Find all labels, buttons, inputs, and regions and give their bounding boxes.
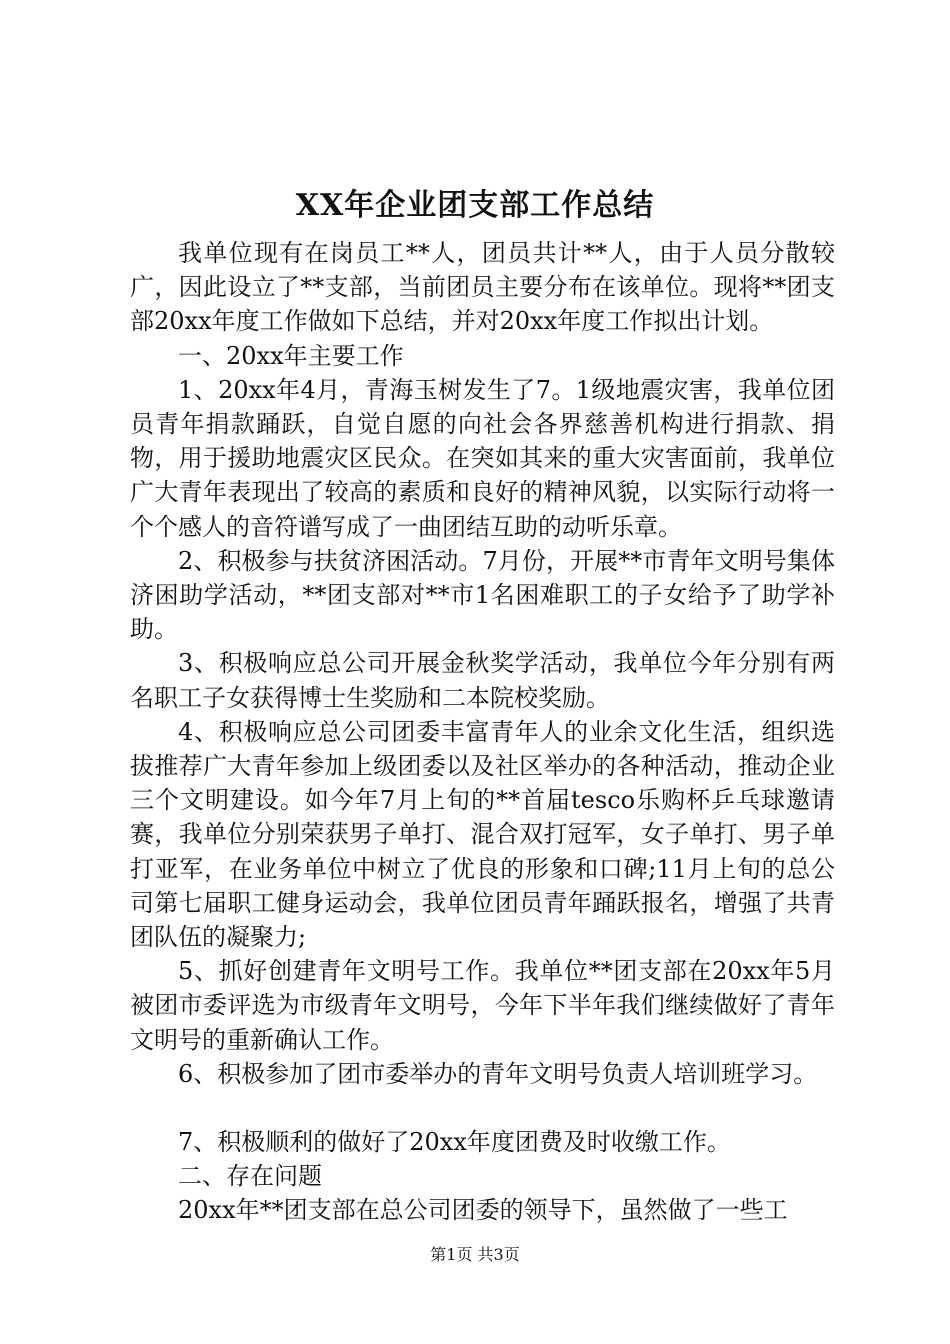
intro-paragraph: 我单位现有在岗员工**人，团员共计**人，由于人员分散较广，因此设立了**支部，当前团员主要分布在该单位。现将**团支部20xx年度工作做如下总结，并对20xx年度工作拟出计划。 (130, 239, 835, 336)
work-item-3: 3、积极响应总公司开展金秋奖学活动，我单位今年分别有两名职工子女获得博士生奖励和二本院校奖励。 (130, 649, 835, 712)
document-body (130, 236, 835, 1228)
problems-paragraph: 20xx年**团支部在总公司团委的领导下，虽然做了一些工 (178, 1196, 788, 1225)
section-heading-main-work: 一、20xx年主要工作 (178, 341, 404, 370)
document-title: XX年企业团支部工作总结 (295, 188, 655, 223)
work-item-7: 7、积极顺利的做好了20xx年度团费及时收缴工作。 (178, 1128, 731, 1157)
work-item-1: 1、20xx年4月，青海玉树发生了7。1级地震灾害，我单位团员青年捐款踊跃，自觉自愿的向社会各界慈善机构进行捐款、捐物，用于援助地震灾区民众。在突如其来的重大灾害面前，我单位广大青年表现出了较高的素质和良好的精神风貌，以实际行动将一个个感人的音符谱写成了一曲团结互助的动听乐章。 (130, 375, 835, 541)
page-footer: 第1页 共3页 (430, 1245, 520, 1264)
section-heading-problems: 二、存在问题 (178, 1162, 322, 1191)
work-item-5: 5、抓好创建青年文明号工作。我单位**团支部在20xx年5月被团市委评选为市级青年文明号，今年下半年我们继续做好了青年文明号的重新确认工作。 (130, 957, 835, 1054)
work-item-2: 2、积极参与扶贫济困活动。7月份，开展**市青年文明号集体济困助学活动，**团支部对**市1名困难职工的子女给予了助学补助。 (130, 546, 835, 644)
work-item-6: 6、积极参加了团市委举办的青年文明号负责人培训班学习。 (178, 1059, 818, 1088)
work-item-4: 4、积极响应总公司团委丰富青年人的业余文化生活，组织选拔推荐广大青年参加上级团委以及社区举办的各种活动，推动企业三个文明建设。如今年7月上旬的**首届tesco乐购杯乒乓球邀请赛，我单位分别荣获男子单打、混合双打冠军，女子单打、男子单打亚军，在业务单位中树立了优良的形象和口碑;11月上旬的总公司第七届职工健身运动会，我单位团员青年踊跃报名，增强了共青团队伍的凝聚力; (130, 717, 835, 952)
